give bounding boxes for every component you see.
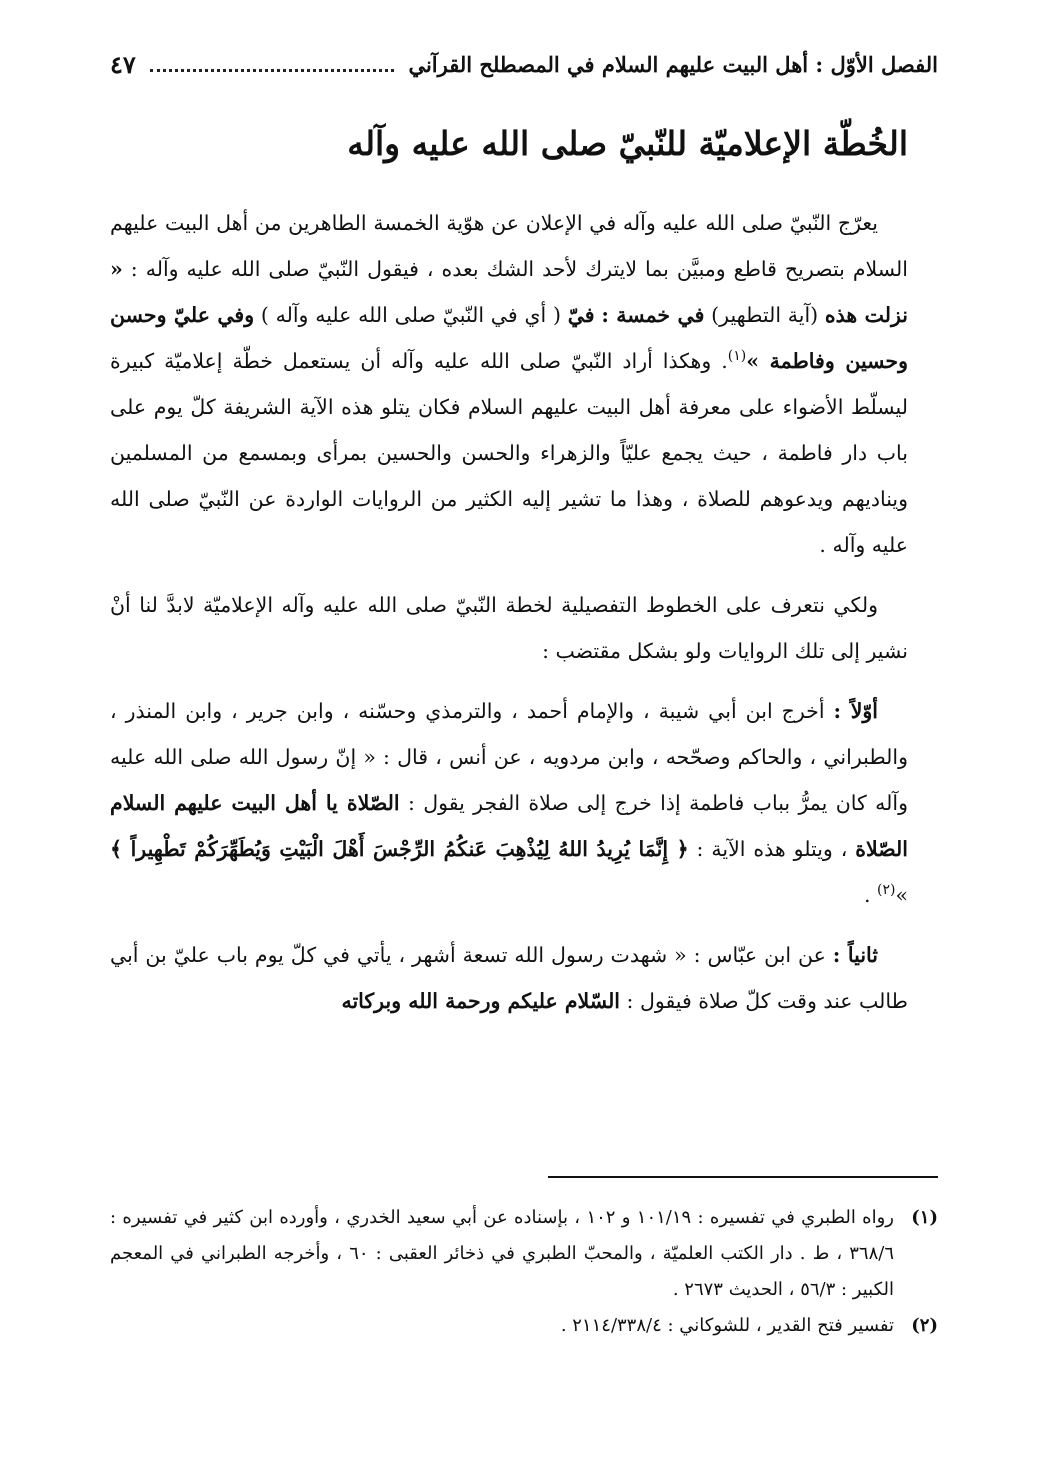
p1-quote-start: « نزلت هذه xyxy=(110,257,909,327)
running-header xyxy=(110,44,938,84)
p1-text-c: (آية التطهير) xyxy=(704,303,825,327)
footnote-2 xyxy=(110,1308,938,1344)
p3-text-f: . xyxy=(863,883,877,907)
footnote-text: رواه الطبري في تفسيره : ١٠١/١٩ و ١٠٢ ، بإسناده عن أبي سعيد الخدري ، وأورده ابن كثير في تفسيره : ٣٦٨/٦ ، ط . دار الكتب العلميّة ، والمحبّ الطبري في ذخائر العقبى : ٦٠ ، وأخرجه الطبراني في المعجم الكبير : ٥٦/٣ ، الحديث ٢٦٧٣ . xyxy=(110,1207,894,1300)
p4-greeting: السّلام عليكم ورحمة الله وبركاته xyxy=(341,989,621,1013)
footnote-number: (٢) xyxy=(911,1315,938,1336)
p4-text-a: عن ابن عبّاس : « شهدت رسول الله تسعة أشهر ، يأتي في كلّ يوم باب عليّ بن أبي طالب عند وقت كلّ صلاة فيقول : xyxy=(110,943,908,1013)
p3-text-e: » xyxy=(895,883,908,907)
p1-quote-me: فيّ xyxy=(567,303,595,327)
p3-label: أوّلاً : xyxy=(833,699,878,723)
body-text xyxy=(110,200,908,1024)
p1-text-a: يعرّج النّبيّ صلى الله عليه وآله في الإعلان عن هوّية الخمسة الطاهرين من أهل البيت عليهم السلام بتصريح قاطع ومبيَّن بما لايترك لأحد الشك بعده ، فيقول النّبيّ صلى الله عليه وآله : xyxy=(110,211,908,281)
footnote-text: تفسير فتح القدير ، للشوكاني : ٢١١٤/٣٣٨/٤ . xyxy=(560,1315,894,1336)
section-title: الخُطّة الإعلاميّة للنّبيّ صلى الله عليه وآله xyxy=(347,124,908,163)
footnote-number: (١) xyxy=(911,1207,938,1228)
page-number: ٤٧ xyxy=(110,49,136,79)
footnotes xyxy=(110,1200,938,1344)
p1-quote-five: في خمسة : xyxy=(601,303,705,327)
footnote-ref-1[interactable]: (١) xyxy=(727,348,747,365)
p1-quote-end: وفي عليّ وحسن وحسين وفاطمة » xyxy=(110,303,908,373)
p1-text-f: ( أي في النّبيّ صلى الله عليه وآله ) xyxy=(254,303,568,327)
paragraph-2: ولكي نتعرف على الخطوط التفصيلية لخطة النّبيّ صلى الله عليه وآله الإعلاميّة لابدَّ لنا أنْ نشير إلى تلك الروايات ولو بشكل مقتضب : xyxy=(110,593,908,663)
paragraph-4 xyxy=(110,932,908,1024)
p4-label: ثانياً : xyxy=(832,943,879,967)
p3-quran-verse: ﴿ إِنَّمَا يُرِيدُ اللهُ لِيُذْهِبَ عَنكُمُ الرِّجْسَ أَهْلَ الْبَيْتِ وَيُطَهِّرَكُمْ تَطْهِيراً ﴾ xyxy=(110,837,689,861)
chapter-title: الفصل الأوّل : أهل البيت عليهم السلام في المصطلح القرآني xyxy=(408,51,938,77)
footnote-separator xyxy=(548,1176,938,1178)
paragraph-3 xyxy=(110,688,908,918)
footnote-ref-2[interactable]: (٢) xyxy=(876,882,896,899)
footnote-1 xyxy=(110,1200,938,1308)
p1-text-h: . وهكذا أراد النّبيّ صلى الله عليه وآله أن يستعمل خطّة إعلاميّة كبيرة ليسلّط الأضواء على معرفة أهل البيت عليهم السلام فكان يتلو هذه الآية الشريفة كلّ يوم على باب دار فاطمة ، حيث يجمع عليّاً والزهراء والحسن والحسين بمرأى وبمسمع من المسلمين ويناديهم ويدعوهم للصلاة ، وهذا ما تشير إليه الكثير من الروايات الواردة عن النّبيّ صلى الله عليه وآله . xyxy=(110,349,908,557)
p3-text-a: أخرج ابن أبي شيبة ، والإمام أحمد ، والترمذي وحسّنه ، وابن جرير ، وابن المنذر ، والطبراني ، والحاكم وصحّحه ، وابن مردويه ، عن أنس ، قال : « إنّ رسول الله صلى الله عليه وآله كان يمرُّ بباب فاطمة إذا خرج إلى صلاة الفجر يقول : xyxy=(110,699,908,815)
p3-text-c: ، ويتلو هذه الآية : xyxy=(688,837,856,861)
paragraph-1 xyxy=(110,200,908,568)
p3-call-to-prayer: الصّلاة يا أهل البيت عليهم السلام الصّلاة xyxy=(110,791,908,861)
dot-leader xyxy=(150,69,395,72)
